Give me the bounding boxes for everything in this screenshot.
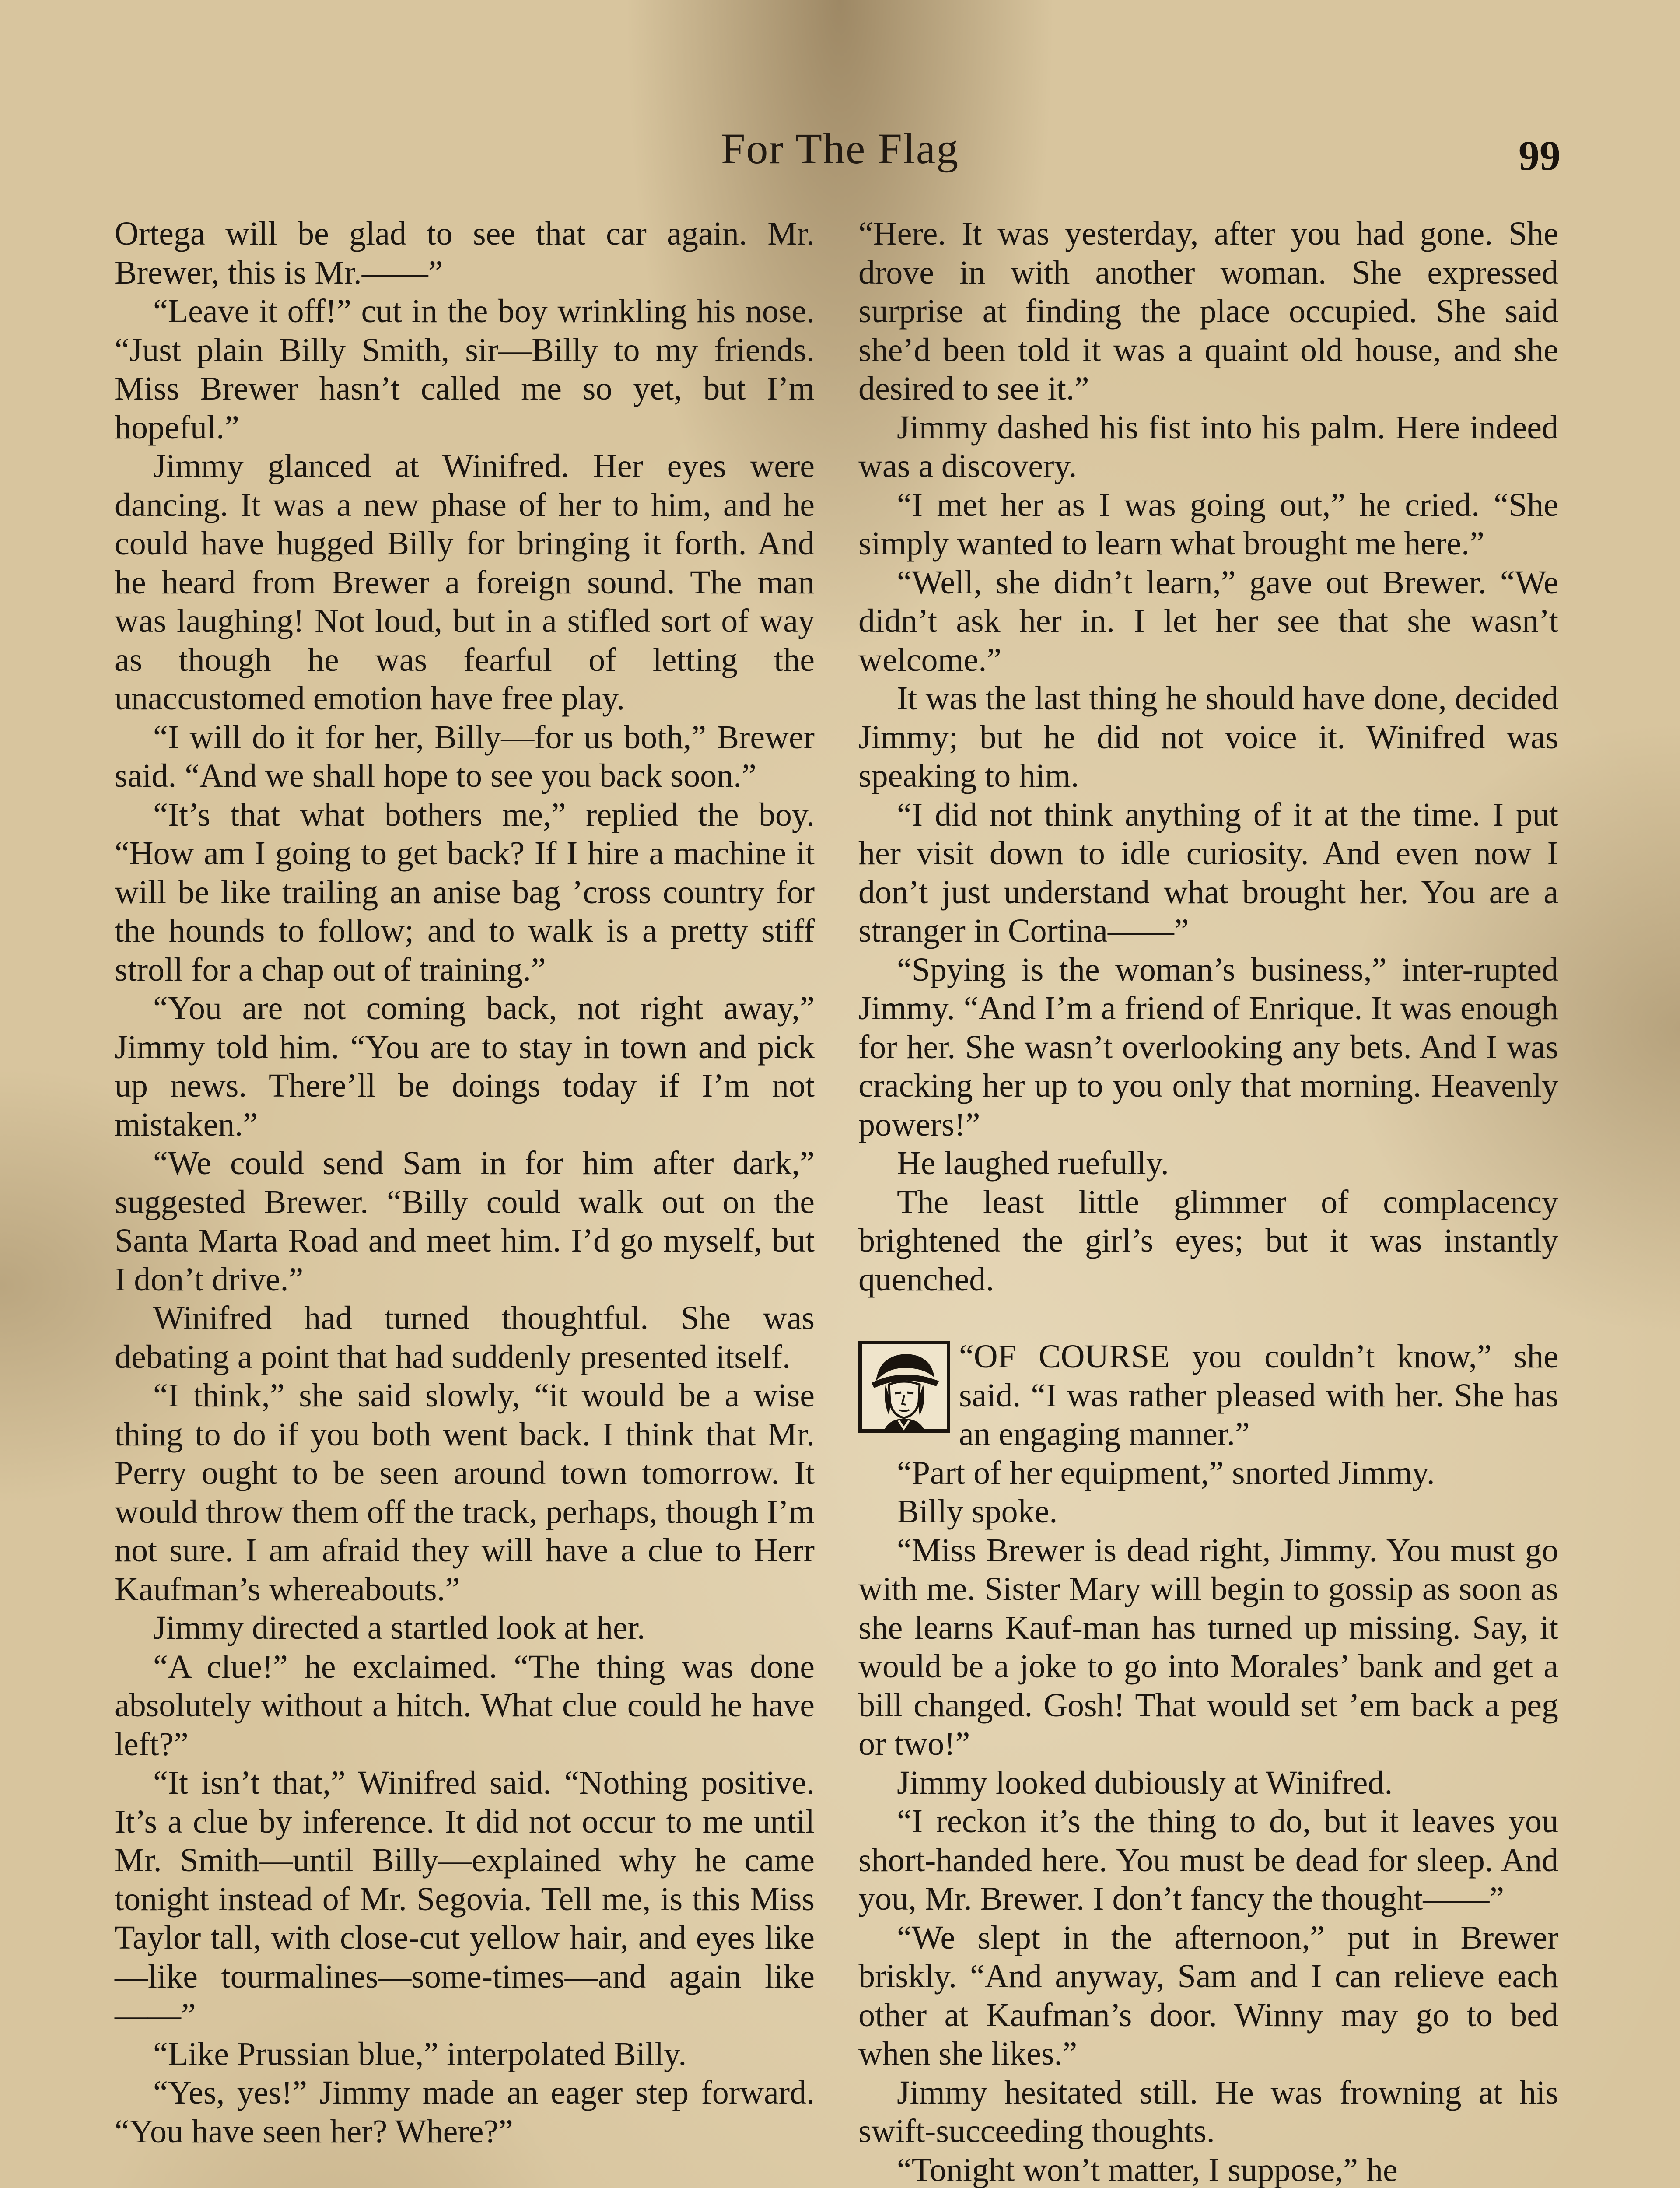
paragraph: Ortega will be glad to see that car again. Mr. Brewer, this is Mr.——”	[115, 215, 815, 291]
paragraph: “We slept in the afternoon,” put in Brewer briskly. “And anyway, Sam and I can relieve each other at Kaufman’s door. Winny may go to bed when she likes.”	[858, 1919, 1558, 2072]
paragraph: Jimmy glanced at Winifred. Her eyes were dancing. It was a new phase of her to him, and he could have hugged Billy for bringing it forth. And he heard from Brewer a foreign sound. The man was laughing! Not loud, but in a stifled sort of way as though he was fearful of letting the unaccustomed emotion have free play.	[115, 448, 815, 717]
left-column	[115, 214, 815, 2151]
paragraph: “It isn’t that,” Winifred said. “Nothing positive. It’s a clue by inference. It did not occur to me until Mr. Smith—until Billy—explained why he came tonight instead of Mr. Segovia. Tell me, is this Miss Taylor tall, with close-cut yellow hair, and eyes like—like tourmalines—some-times—and again like——”	[115, 1764, 815, 2034]
paragraph: “I think,” she said slowly, “it would be a wise thing to do if you both went back. I think that Mr. Perry ought to be seen around town tomorrow. It would throw them off the track, perhaps, though I’m not sure. I am afraid they will have a clue to Herr Kaufman’s whereabouts.”	[115, 1377, 815, 1608]
paragraph: “I met her as I was going out,” he cried. “She simply wanted to learn what brought me here.”	[858, 486, 1558, 562]
woman-portrait-icon	[858, 1341, 950, 1437]
paragraph: Jimmy dashed his fist into his palm. Here indeed was a discovery.	[858, 409, 1558, 484]
paragraph: Winifred had turned thoughtful. She was debating a point that had suddenly presented itself.	[115, 1300, 815, 1375]
page-number: 99	[1519, 132, 1561, 179]
paragraph: “Well, she didn’t learn,” gave out Brewer. “We didn’t ask her in. I let her see that she wasn’t welcome.”	[858, 564, 1558, 678]
paragraph: Jimmy hesitated still. He was frowning at his swift-succeeding thoughts.	[858, 2074, 1558, 2149]
running-title: For The Flag	[721, 124, 959, 173]
paragraph: “You are not coming back, not right away,” Jimmy told him. “You are to stay in town and pick up news. There’ll be doings today if I’m not mistaken.”	[115, 990, 815, 1143]
paragraph: The least little glimmer of complacency brightened the girl’s eyes; but it was instantly quenched.	[858, 1183, 1558, 1298]
paragraph: Jimmy directed a startled look at her.	[153, 1609, 645, 1646]
paragraph: “It’s that what bothers me,” replied the boy. “How am I going to get back? If I hire a machine it will be like trailing an anise bag ’cross country for the hounds to follow; and to walk is a pretty stiff stroll for a chap out of training.”	[115, 796, 815, 988]
paragraph: “Tonight won’t matter, I suppose,” he	[897, 2151, 1398, 2188]
paragraph: “Leave it off!” cut in the boy wrinkling his nose. “Just plain Billy Smith, sir—Billy to my friends. Miss Brewer hasn’t called me so yet, but I’m hopeful.”	[115, 293, 815, 446]
paragraph: “I did not think anything of it at the time. I put her visit down to idle curiosity. And even now I don’t just understand what brought her. You are a stranger in Cortina——”	[858, 796, 1558, 949]
section-opening	[858, 1337, 1558, 1454]
paragraph: “Spying is the woman’s business,” inter-rupted Jimmy. “And I’m a friend of Enrique. It was enough for her. She wasn’t overlooking any bets. And I was cracking her up to you only that morning. Heavenly powers!”	[858, 951, 1558, 1143]
section-opening-paragraph: “OF COURSE you couldn’t know,” she said. “I was rather pleased with her. She has an engaging manner.”	[959, 1338, 1558, 1452]
paragraph: “Part of her equipment,” snorted Jimmy.	[897, 1454, 1435, 1491]
paragraph: “I reckon it’s the thing to do, but it leaves you short-handed here. You must be dead for sleep. And you, Mr. Brewer. I don’t fancy the thought——”	[858, 1803, 1558, 1917]
paragraph: “Here. It was yesterday, after you had gone. She drove in with another woman. She expressed surprise at finding the place occupied. She said she’d been told it was a quaint old house, and she desired to see it.”	[858, 215, 1558, 407]
paragraph: “We could send Sam in for him after dark,” suggested Brewer. “Billy could walk out on the Santa Marta Road and meet him. I’d go myself, but I don’t drive.”	[115, 1145, 815, 1298]
paragraph: He laughed ruefully.	[897, 1145, 1169, 1182]
paragraph: Jimmy looked dubiously at Winifred.	[897, 1764, 1393, 1801]
paragraph: “A clue!” he exclaimed. “The thing was done absolutely without a hitch. What clue could he have left?”	[115, 1648, 815, 1763]
paragraph: “Yes, yes!” Jimmy made an eager step forward. “You have seen her? Where?”	[115, 2074, 815, 2150]
paragraph: “Like Prussian blue,” interpolated Billy.	[153, 2035, 687, 2072]
right-column	[858, 214, 1558, 2188]
paragraph: Billy spoke.	[897, 1493, 1058, 1530]
paragraph: “I will do it for her, Billy—for us both,” Brewer said. “And we shall hope to see you back soon.”	[115, 719, 815, 794]
paragraph: It was the last thing he should have done, decided Jimmy; but he did not voice it. Winifred was speaking to him.	[858, 680, 1558, 794]
paragraph: “Miss Brewer is dead right, Jimmy. You must go with me. Sister Mary will begin to gossip as soon as she learns Kauf-man has turned up missing. Say, it would be a joke to go into Morales’ bank and get a bill changed. Gosh! That would set ’em back a peg or two!”	[858, 1532, 1558, 1762]
